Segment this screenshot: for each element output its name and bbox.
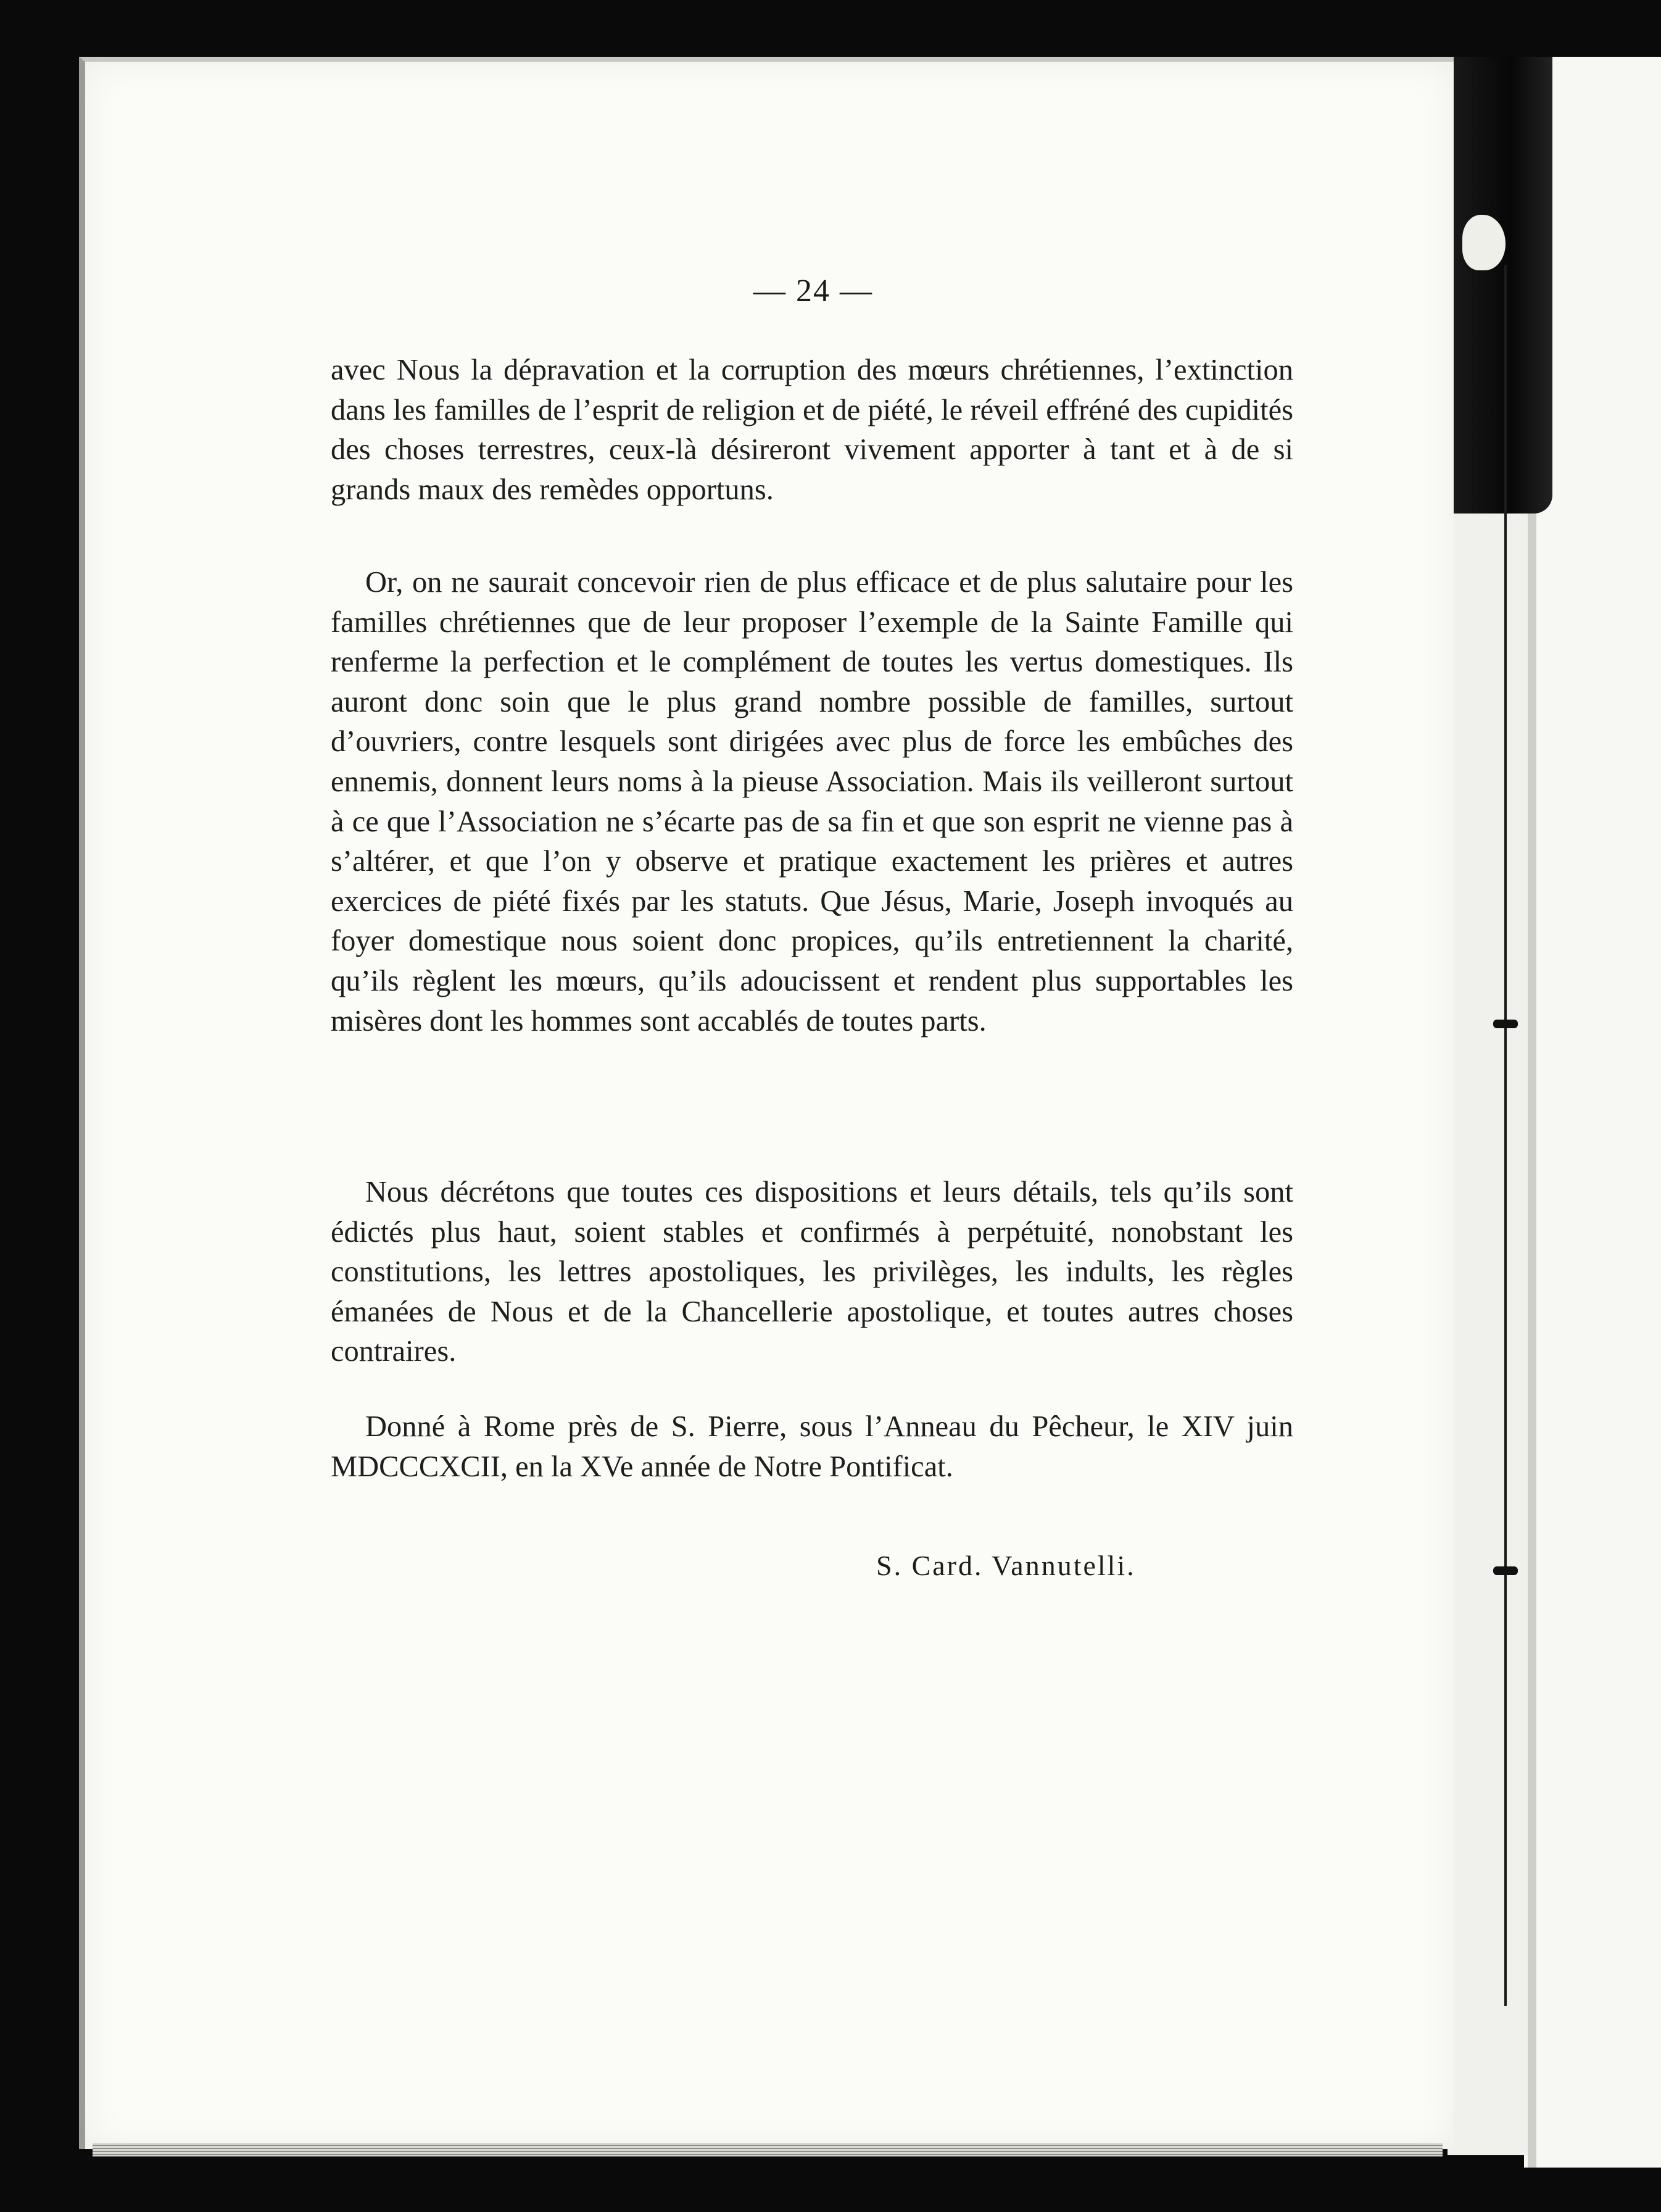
binding-highlight	[1462, 215, 1506, 270]
thread-knot	[1493, 1566, 1518, 1575]
paragraph-4: Donné à Rome près de S. Pierre, sous l’Anneau du Pêcheur, le XIV juin MDCCCXCII, en la XVe année de Notre Pontificat.	[331, 1410, 1293, 1483]
page-number: — 24 —	[753, 273, 873, 309]
thread-knot	[1493, 1020, 1518, 1028]
page-stack-edge	[93, 2143, 1443, 2156]
binding-shadow	[1448, 57, 1552, 514]
signature: S. Card. Vannutelli.	[876, 1550, 1136, 1581]
paragraph-1: avec Nous la dépravation et la corruption des mœurs chrétiennes, l’extinction dans les familles de l’esprit de religion et de piété, le réveil effréné des cupidités des choses terrestres, ceux-là désireront vivement apporter à tant et à de si grands maux des remèdes opportuns.	[331, 354, 1293, 506]
paragraph-2: Or, on ne saurait concevoir rien de plus efficace et de plus salutaire pour les familles chrétiennes que de leur proposer l’exemple de la Sainte Famille qui renferme la perfection et le complément de toutes les vertus domestiques. Ils auront donc soin que le plus grand nombre possible de familles, surtout d’ouvriers, contre lesquels sont dirigées avec plus de force les embûches des ennemis, donnent leurs noms à la pieuse Association. Mais ils veilleront surtout à ce que l’Association ne s’écarte pas de sa fin et que son esprit ne vienne pas à s’altérer, et que l’on y observe et pratique exactement les prières et autres exercices de piété fixés par les statuts. Que Jésus, Marie, Joseph invoqués au foyer domestique nous soient donc propices, qu’ils entretiennent la charité, qu’ils règlent les mœurs, qu’ils adoucissent et rendent plus supportables les misères dont les hommes sont accablés de toutes parts.	[331, 566, 1293, 1037]
binding-thread	[1504, 265, 1507, 2006]
paragraph-3: Nous décrétons que toutes ces dispositions et leurs détails, tels qu’ils sont édictés plus haut, soient stables et confirmés à perpétuité, nonobstant les constitutions, les lettres apostoliques, les privilèges, les indults, les règles émanées de Nous et de la Chancellerie apostolique, et toutes autres choses contraires.	[331, 1176, 1293, 1368]
film-edge-marks	[5, 309, 42, 333]
